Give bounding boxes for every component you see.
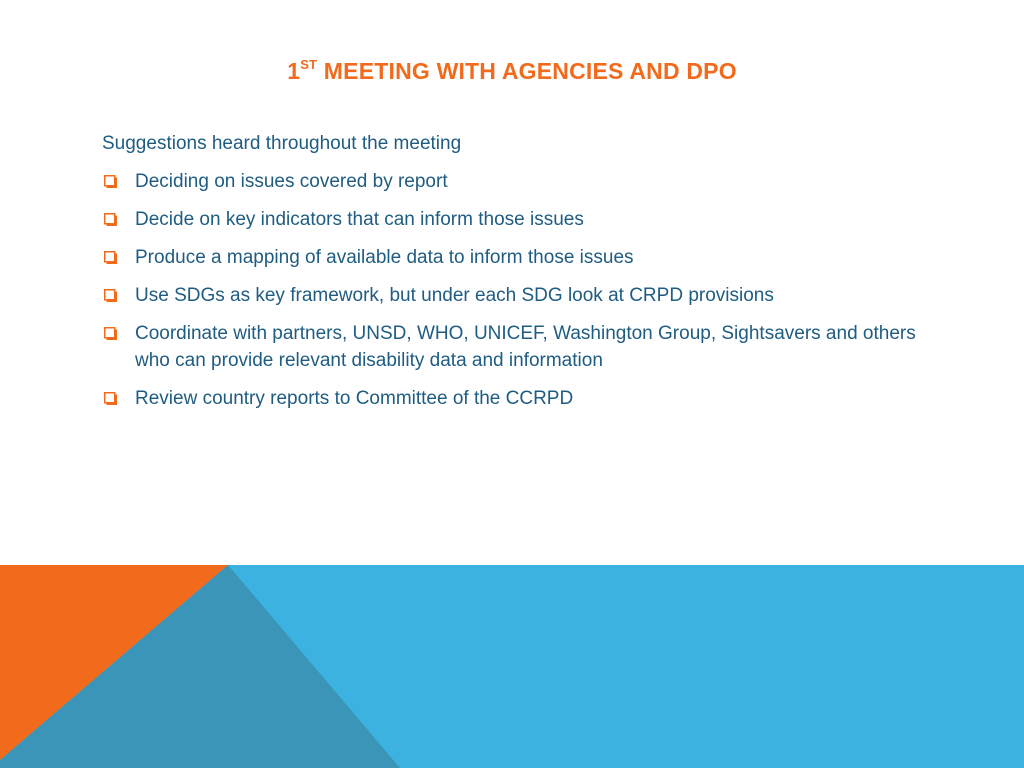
- bullet-text: Produce a mapping of available data to inform those issues: [135, 247, 634, 268]
- slide-title: [0, 58, 1024, 85]
- bullet-text: Decide on key indicators that can inform those issues: [135, 209, 584, 230]
- bullet-item: [102, 385, 922, 412]
- bullet-text: Review country reports to Committee of the CCRPD: [135, 388, 574, 409]
- title-superscript: ST: [300, 57, 318, 72]
- footer-decoration: [0, 565, 1024, 768]
- checkbox-square-icon: [104, 175, 117, 188]
- bullet-text: Use SDGs as key framework, but under each SDG look at CRPD provisions: [135, 285, 774, 306]
- bullet-item: [102, 244, 922, 271]
- title-text: MEETING WITH AGENCIES AND DPO: [317, 58, 737, 84]
- checkbox-square-icon: [104, 392, 117, 405]
- title-number: 1: [287, 58, 301, 84]
- bullet-list: [102, 168, 922, 412]
- slide-content: [102, 130, 922, 423]
- checkbox-square-icon: [104, 327, 117, 340]
- bullet-item: [102, 168, 922, 195]
- checkbox-square-icon: [104, 213, 117, 226]
- bullet-item: [102, 320, 922, 374]
- checkbox-square-icon: [104, 251, 117, 264]
- checkbox-square-icon: [104, 289, 117, 302]
- bullet-item: [102, 206, 922, 233]
- bullet-text: Coordinate with partners, UNSD, WHO, UNICEF, Washington Group, Sightsavers and others who can provide relevant disability data and information: [135, 323, 916, 371]
- intro-text: Suggestions heard throughout the meeting: [102, 133, 462, 154]
- bullet-item: [102, 282, 922, 309]
- bullet-text: Deciding on issues covered by report: [135, 171, 448, 192]
